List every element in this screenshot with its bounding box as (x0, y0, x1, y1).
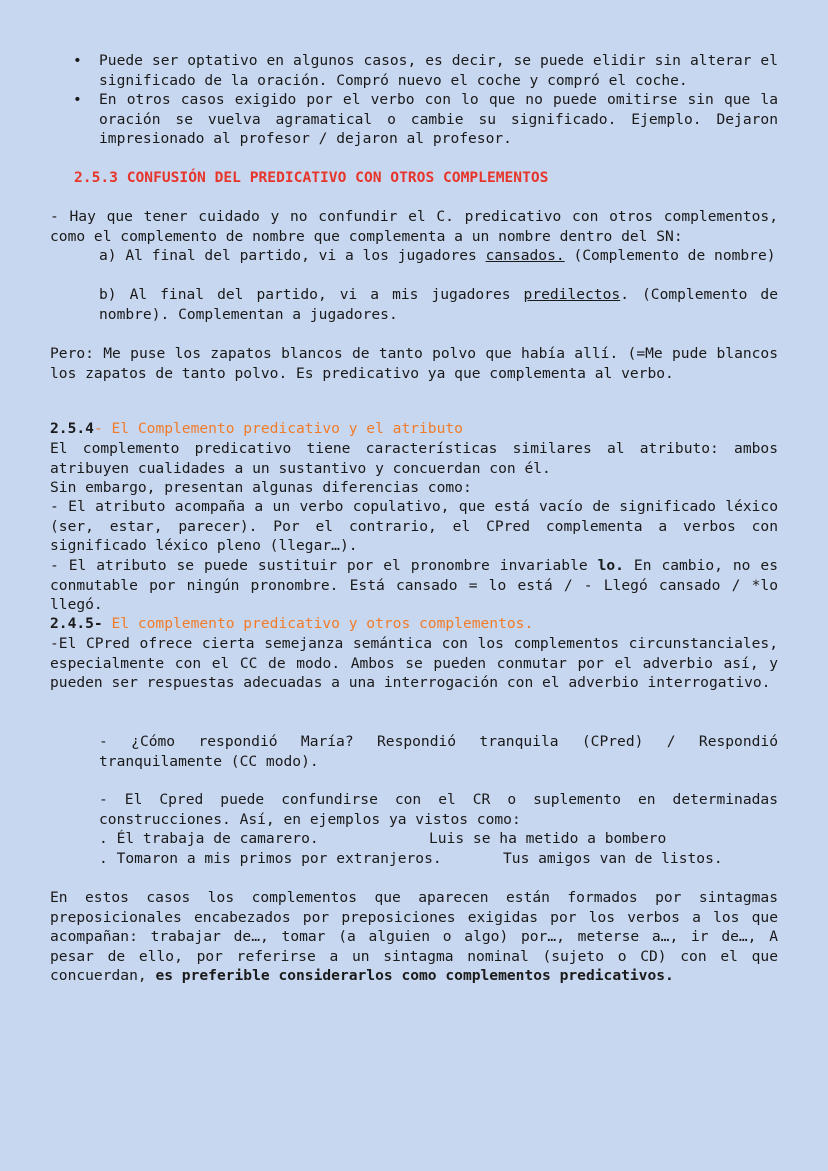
paragraph-2-5-3: - Hay que tener cuidado y no confundir el C. predicativo con otros complementos, como el complemento de nombre que complementa a un nombre dentro del SN: (50, 208, 778, 245)
example-b: b) Al final del partido, vi a mis jugadores predilectos. (Complemento de nombre). Complementan a jugadores. (99, 286, 779, 323)
section-heading-2-5-4: 2.5.4- El Complemento predicativo y el atributo (50, 420, 463, 437)
paragraph-cpred-cr: - El Cpred puede confundirse con el CR o suplemento en determinadas construcciones. Así, en ejemplos ya vistos como: (99, 791, 778, 828)
paragraph-2-5-4-pronombre: - El atributo se puede sustituir por el pronombre invariable lo. En cambio, no es conmutable por ningún pronombre. Está cansado = lo está / - Llegó cansado / *lo llegó. (50, 557, 778, 614)
paragraph-2-5-4-atributo: - El atributo acompaña a un verbo copulativo, que está vacío de significado léxico (ser, estar, parecer). Por el contrario, el CPred complementa a verbos con significado léxico pleno (llegar…). (50, 498, 778, 555)
paragraph-final: En estos casos los complementos que aparecen están formados por sintagmas preposicionales encabezados por preposiciones exigidas por los verbos a los que acompañan: trabajar de…, tomar (a alguien o algo) por…, meterse a…, ir de…, A pesar de ello, por referirse a un sintagma nominal (sujeto o CD) con el que concuerdan, es preferible considerarlos como complementos predicativos. (50, 889, 778, 985)
example-row-1: . Él trabaja de camarero. Luis se ha metido a bombero (99, 830, 667, 847)
paragraph-2-5-4-intro: El complemento predicativo tiene características similares al atributo: ambos atribuyen cualidades a un sustantivo y concuerdan con él. (50, 440, 778, 477)
example-row-2: . Tomaron a mis primos por extranjeros. Tus amigos van de listos. (99, 850, 723, 867)
bullet-dot-icon: • (73, 52, 82, 69)
section-heading-2-4-5: 2.4.5- El complemento predicativo y otros complementos. (50, 615, 534, 632)
example-a: a) Al final del partido, vi a los jugadores cansados. (Complemento de nombre) (99, 247, 776, 264)
paragraph-2-5-4-diff: Sin embargo, presentan algunas diferencias como: (50, 479, 472, 496)
bullet-item: • Puede ser optativo en algunos casos, es decir, se puede elidir sin alterar el significado de la oración. Compró nuevo el coche y compró el coche. (73, 52, 778, 89)
bullet-dot-icon: • (73, 91, 82, 108)
paragraph-2-4-5: -El CPred ofrece cierta semejanza semántica con los complementos circunstanciales, especialmente con el CC de modo. Ambos se pueden conmutar por el adverbio así, y pueden ser respuestas adecuadas a una interrogación con el adverbio interrogativo. (50, 635, 778, 692)
paragraph-pero: Pero: Me puse los zapatos blancos de tanto polvo que había allí. (=Me pude blancos los zapatos de tanto polvo. Es predicativo ya que complementa al verbo. (50, 345, 778, 382)
section-heading-2-5-3: 2.5.3 CONFUSIÓN DEL PREDICATIVO CON OTROS COMPLEMENTOS (74, 169, 549, 186)
bullet-item: • En otros casos exigido por el verbo con lo que no puede omitirse sin que la oración se vuelva agramatical o cambie su significado. Ejemplo. Dejaron impresionado al profesor / dejaron al profesor. (73, 91, 778, 148)
example-como-respondio: - ¿Cómo respondió María? Respondió tranquila (CPred) / Respondió tranquilamente (CC modo). (99, 733, 778, 770)
